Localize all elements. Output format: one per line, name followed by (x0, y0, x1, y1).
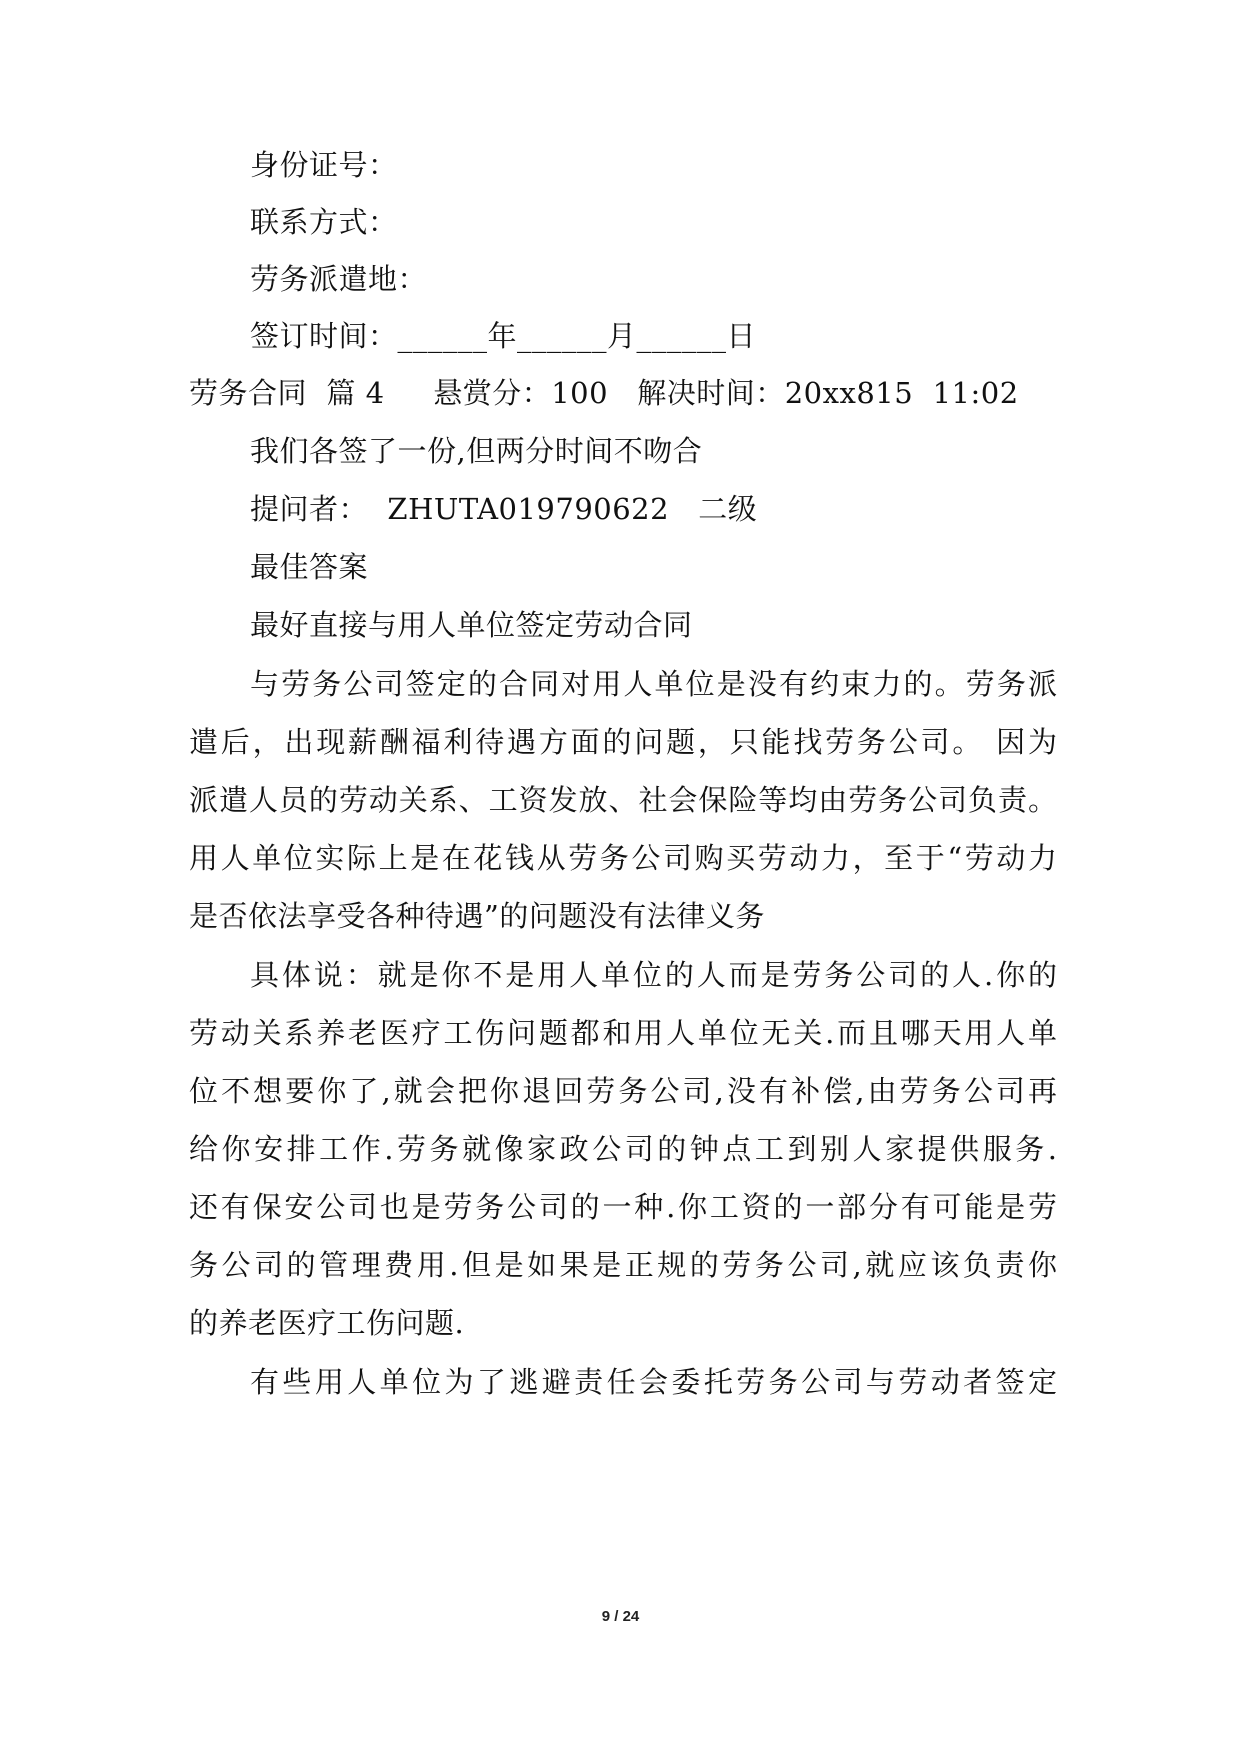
question-text: 我们各签了一份,但两分时间不吻合 (250, 434, 703, 468)
contact-field: 联系方式： (250, 205, 398, 239)
paragraph-1-line: 派遣人员的劳动关系、工资发放、社会保险等均由劳务公司负责。 (189, 783, 1057, 817)
paragraph-2-line: 位不想要你了,就会把你退回劳务公司,没有补偿,由劳务公司再 (189, 1074, 1057, 1108)
page-number: 9 / 24 (601, 1608, 640, 1625)
paragraph-1-line: 与劳务公司签定的合同对用人单位是没有约束力的。劳务派 (250, 667, 1057, 701)
best-answer-title: 最佳答案 (250, 550, 369, 584)
paragraph-1-line: 用人单位实际上是在花钱从劳务公司购买劳动力，至于“劳动力 (189, 841, 1057, 875)
paragraph-2-line: 的养老医疗工伤问题. (189, 1306, 465, 1340)
paragraph-1-line: 是否依法享受各种待遇”的问题没有法律义务 (189, 899, 765, 933)
sign-date-field: 签订时间：______年______月______日 (250, 319, 757, 353)
paragraph-2-line: 还有保安公司也是劳务公司的一种.你工资的一部分有可能是劳 (189, 1190, 1057, 1224)
dispatch-location-field: 劳务派遣地： (250, 262, 428, 296)
id-number-field: 身份证号： (250, 148, 398, 182)
paragraph-2-line: 给你安排工作.劳务就像家政公司的钟点工到别人家提供服务. (189, 1132, 1057, 1166)
question-header: 劳务合同 篇 4 悬赏分：100 解决时间：20xx815 11:02 (189, 376, 1019, 410)
paragraph-2-line: 具体说：就是你不是用人单位的人而是劳务公司的人.你的 (250, 958, 1057, 992)
answer-summary: 最好直接与用人单位签定劳动合同 (250, 608, 693, 642)
paragraph-2-line: 务公司的管理费用.但是如果是正规的劳务公司,就应该负责你 (189, 1248, 1057, 1282)
paragraph-1-line: 遣后，出现薪酬福利待遇方面的问题，只能找劳务公司。 因为 (189, 725, 1057, 759)
question-asker: 提问者： ZHUTA019790622 二级 (250, 492, 758, 526)
paragraph-3-line: 有些用人单位为了逃避责任会委托劳务公司与劳动者签定 (250, 1365, 1057, 1399)
paragraph-2-line: 劳动关系养老医疗工伤问题都和用人单位无关.而且哪天用人单 (189, 1016, 1057, 1050)
